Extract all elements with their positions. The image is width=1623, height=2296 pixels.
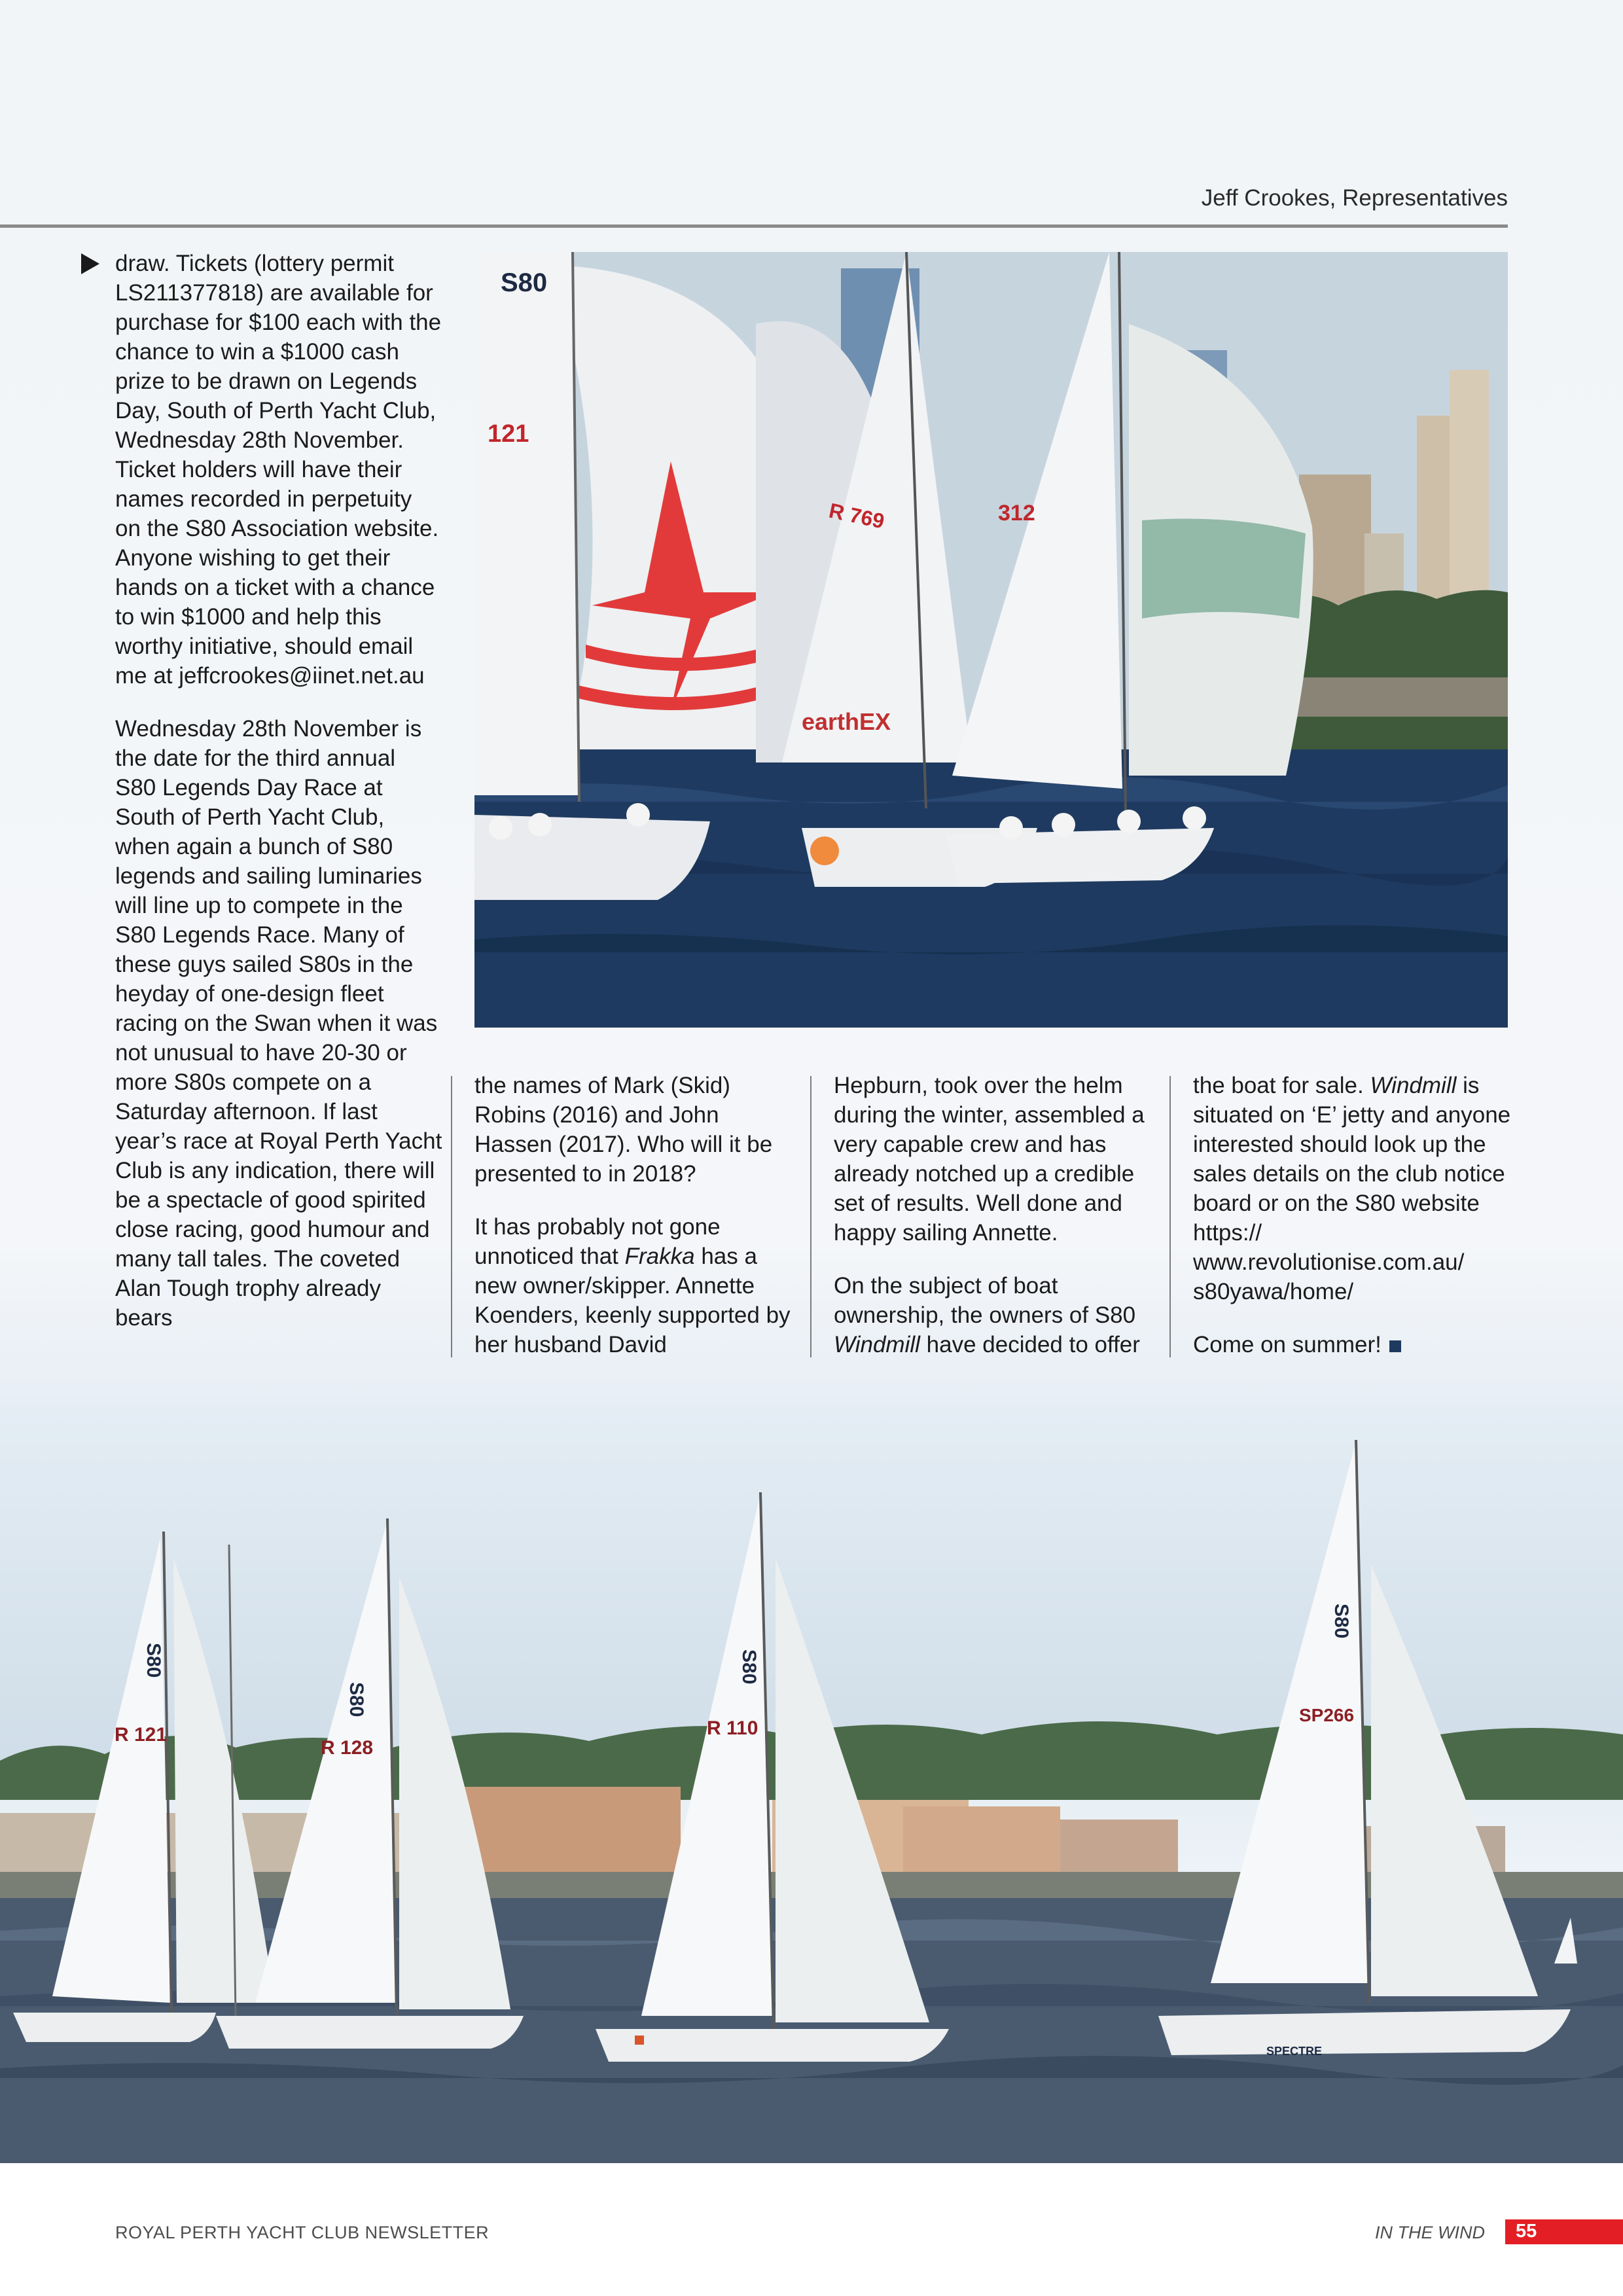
sail-number: R 128 bbox=[321, 1737, 374, 1759]
text-run: the boat for sale. bbox=[1193, 1073, 1370, 1098]
photo-s80-fleet bbox=[0, 1407, 1623, 2163]
header-rule bbox=[0, 224, 1508, 228]
text-run: have decided to offer bbox=[919, 1332, 1140, 1357]
sail-number: 121 bbox=[488, 420, 529, 448]
column-divider bbox=[451, 1076, 452, 1357]
class-logo: S80 bbox=[346, 1682, 367, 1717]
paragraph-trophy-names: the names of Mark (Skid) Robins (2016) and John Hassen (2017). Who will it be presented to in 2018? bbox=[474, 1073, 773, 1187]
hull-name: SPECTRE bbox=[1266, 2045, 1323, 2058]
sail-number: S80 bbox=[501, 268, 548, 297]
sail-number: R 769 bbox=[827, 498, 887, 533]
boat-name-windmill: Windmill bbox=[834, 1332, 920, 1357]
column-divider bbox=[810, 1076, 812, 1357]
paragraph-legends-day: Wednesday 28th November is the date for the third annual S80 Legends Day Race at South of Perth Yacht Club, when again a bunch of S80 legends and sailing luminaries will line up to compete in the S80 Legends Race. Many of these guys sailed S80s in the heyday of one-design fleet racing on the Swan when it was not unusual to have 20-30 or more S80s compete on a Saturday afternoon. If last year’s race at Royal Perth Yacht Club is any indication, there will be a spectacle of good spirited close racing, good humour and many tall tales. The coveted Alan Tough trophy already bears bbox=[115, 716, 442, 1331]
article-column-2 bbox=[474, 1071, 802, 1383]
footer-section-title: IN THE WIND bbox=[1375, 2223, 1485, 2242]
article-column-3 bbox=[834, 1071, 1161, 1383]
sponsor-logo: earthEX bbox=[802, 708, 891, 735]
sail-number: R 110 bbox=[707, 1717, 758, 1739]
sail-number: 312 bbox=[998, 501, 1035, 526]
author-byline: Jeff Crookes, Representatives bbox=[1201, 185, 1508, 211]
photo-yachts-spinnakers bbox=[474, 252, 1508, 1028]
end-of-article-icon bbox=[1389, 1340, 1401, 1352]
paragraph-hepburn-helm: Hepburn, took over the helm during the winter, assembled a very capable crew and has already notched up a credible set of results. Well done and happy sailing Annette. bbox=[834, 1073, 1145, 1246]
sail-number: R 121 bbox=[115, 1724, 168, 1746]
class-logo: S80 bbox=[143, 1643, 164, 1678]
column-divider bbox=[1169, 1076, 1171, 1357]
text-run: has a new owner/skipper. Annette Koenders, keenly supported by her husband David bbox=[474, 1244, 791, 1357]
sail-number: SP266 bbox=[1299, 1705, 1355, 1725]
fleet-race-illustration bbox=[0, 1407, 1623, 2163]
article-column-1 bbox=[115, 249, 442, 1356]
article-column-4 bbox=[1193, 1071, 1520, 1383]
paragraph-frakka-owner bbox=[474, 1212, 802, 1359]
class-logo: S80 bbox=[738, 1649, 760, 1685]
text-run: is situated on ‘E’ jetty and anyone interested should look up the sales details on the club notice board or on the S80 website https:// www.revolutionise.com.au/ s80yawa/home/ bbox=[1193, 1073, 1511, 1304]
paragraph-closing bbox=[1193, 1330, 1520, 1359]
boat-name-frakka: Frakka bbox=[624, 1244, 695, 1269]
text-run: It has probably not gone unnoticed that bbox=[474, 1214, 721, 1269]
footer-publication-title: ROYAL PERTH YACHT CLUB NEWSLETTER bbox=[115, 2223, 490, 2242]
text-run: On the subject of boat ownership, the owners of S80 bbox=[834, 1273, 1136, 1328]
spinnaker-race-illustration bbox=[474, 252, 1508, 1028]
boat-name-windmill: Windmill bbox=[1370, 1073, 1457, 1098]
paragraph-windmill-ownership bbox=[834, 1271, 1161, 1359]
text-run: Come on summer! bbox=[1193, 1332, 1382, 1357]
continuation-arrow-icon bbox=[81, 253, 99, 274]
class-logo: S80 bbox=[1330, 1604, 1352, 1639]
page-number: 55 bbox=[1516, 2221, 1537, 2242]
paragraph-windmill-sale bbox=[1193, 1071, 1520, 1306]
paragraph-lottery-tickets: draw. Tickets (lottery permit LS211377818) are available for purchase for $100 each with the chance to win a $1000 cash prize to be drawn on Legends Day, South of Perth Yacht Club, Wednesday 28th November. Ticket holders will have their names recorded in perpetuity on the S80 Association website. Anyone wishing to get their hands on a ticket with a chance to win $1000 and help this worthy initiative, should email me at jeffcrookes@iinet.net.au bbox=[115, 251, 442, 689]
